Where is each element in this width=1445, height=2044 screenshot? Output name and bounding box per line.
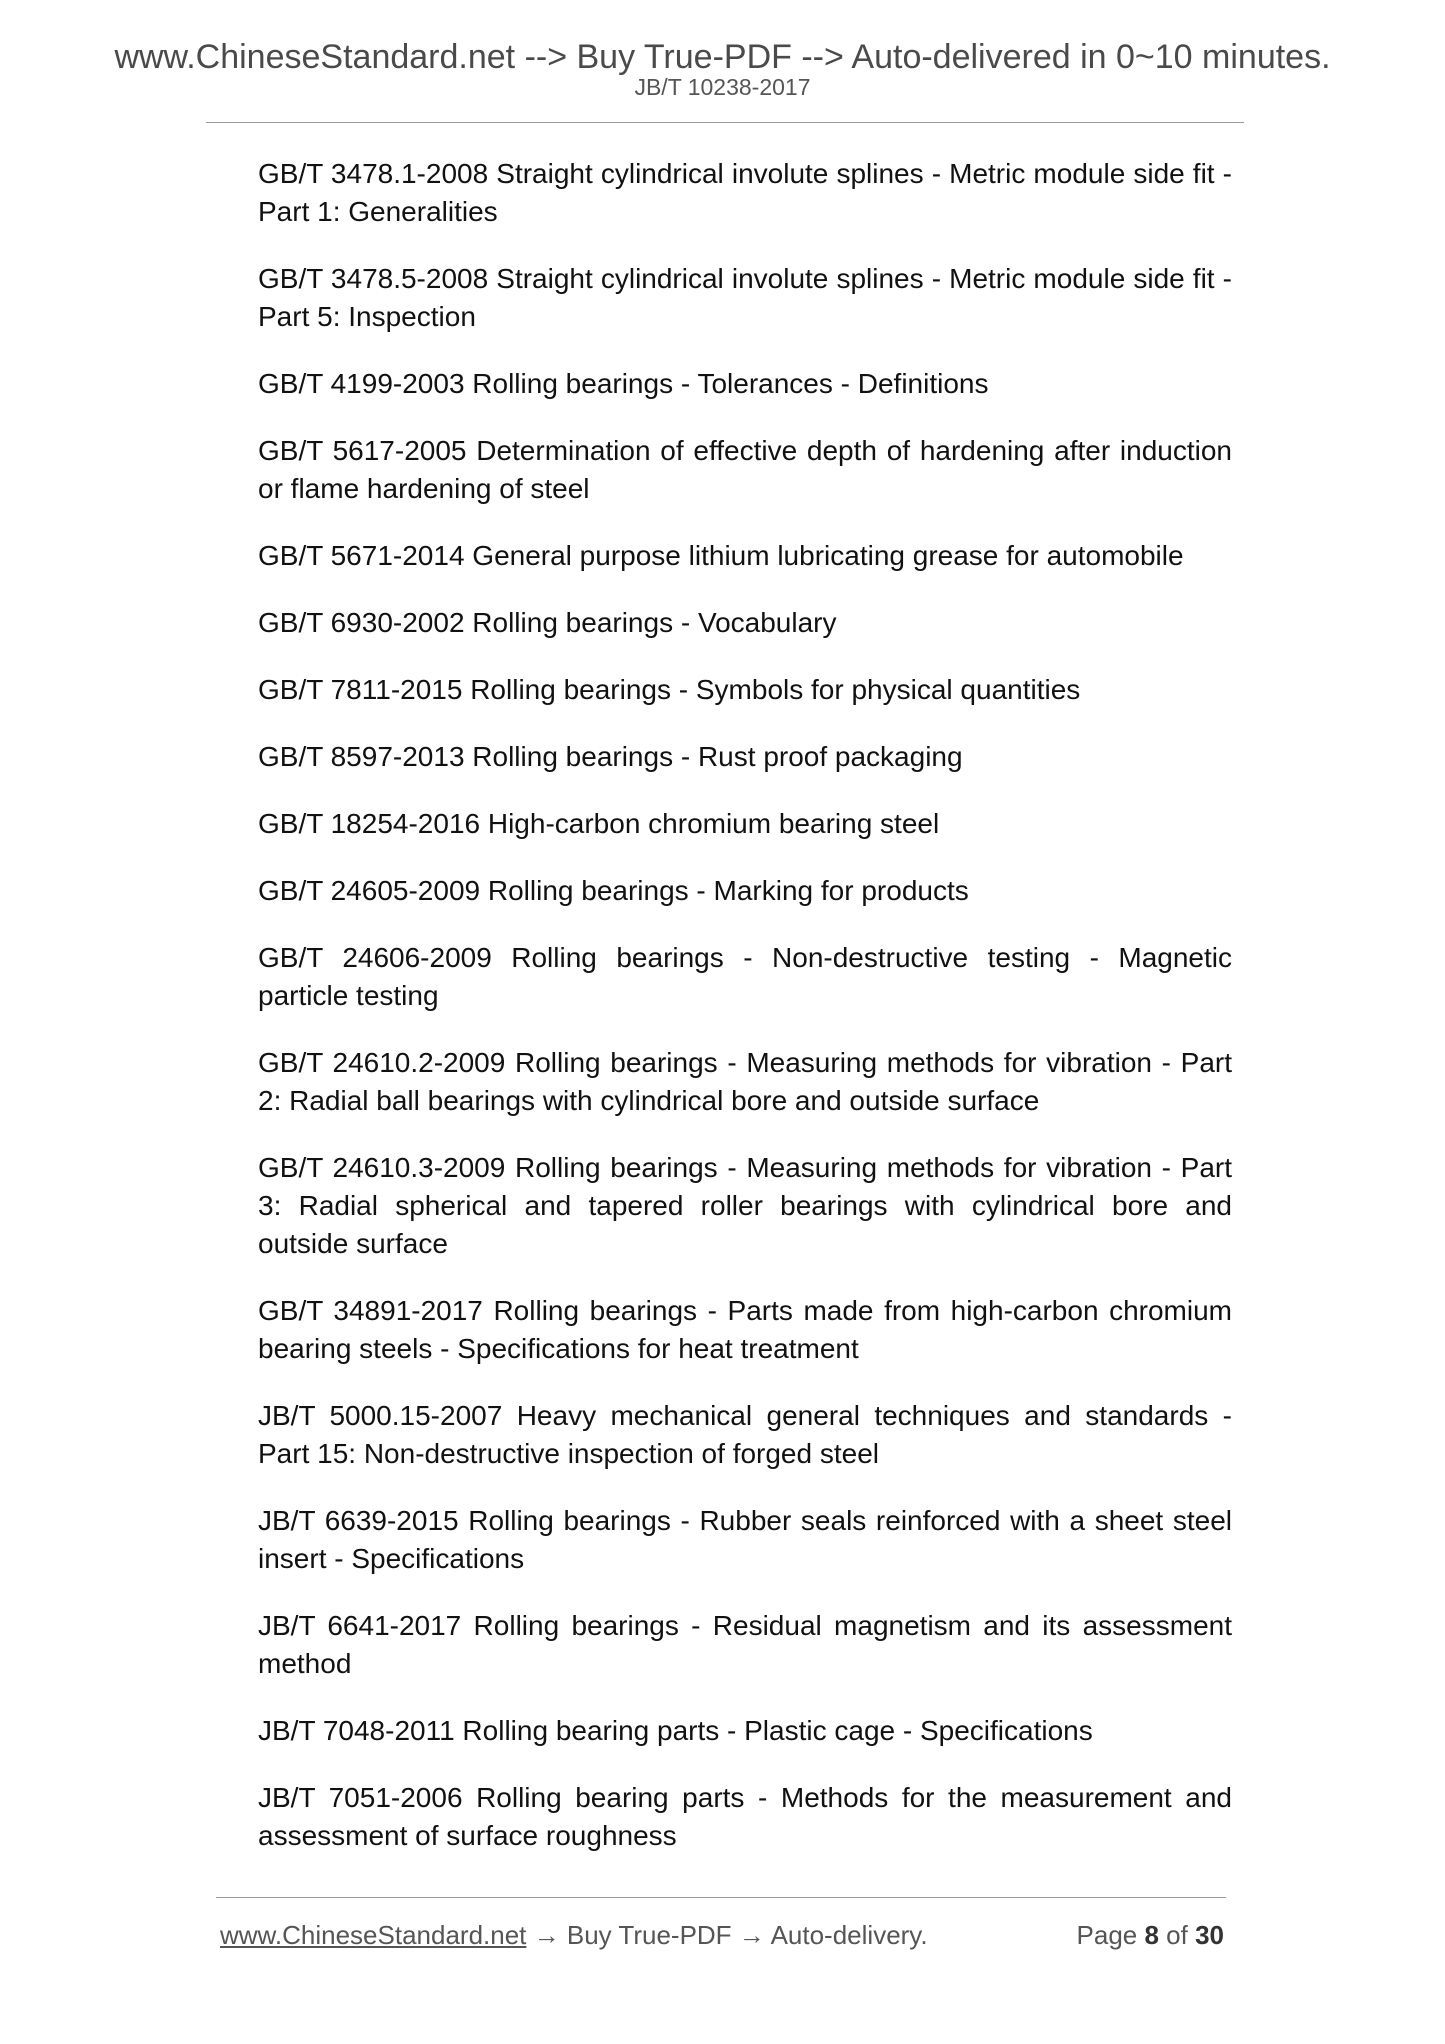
reference-item: GB/T 8597-2013 Rolling bearings - Rust proof packaging [258,741,963,772]
reference-item: GB/T 3478.1-2008 Straight cylindrical involute splines - Metric module side fit - Part 1: Generalities [258,158,1232,227]
reference-item: JB/T 5000.15-2007 Heavy mechanical general techniques and standards - Part 15: Non-destructive inspection of forged steel [258,1400,1232,1469]
reference-item: GB/T 34891-2017 Rolling bearings - Parts made from high-carbon chromium bearing steels - Specifications for heat treatment [258,1295,1232,1364]
normative-references-list [258,155,1232,1884]
reference-item: GB/T 24605-2009 Rolling bearings - Marking for products [258,875,969,906]
total-pages-number: 30 [1195,1920,1224,1950]
document-code: JB/T 10238-2017 [634,74,811,100]
reference-item: JB/T 7048-2011 Rolling bearing parts - Plastic cage - Specifications [258,1715,1093,1746]
current-page-number: 8 [1144,1920,1159,1950]
reference-item: JB/T 6639-2015 Rolling bearings - Rubber seals reinforced with a sheet steel insert - Specifications [258,1505,1232,1574]
reference-item: GB/T 3478.5-2008 Straight cylindrical involute splines - Metric module side fit - Part 5: Inspection [258,263,1232,332]
reference-item: JB/T 6641-2017 Rolling bearings - Residual magnetism and its assessment method [258,1610,1232,1679]
reference-item: GB/T 5617-2005 Determination of effective depth of hardening after induction or flame hardening of steel [258,435,1232,504]
footer-divider [216,1897,1226,1898]
site-banner: www.ChineseStandard.net --> Buy True-PDF --> Auto-delivered in 0~10 minutes. [114,38,1331,76]
footer-promo [220,1919,928,1951]
reference-item: GB/T 24606-2009 Rolling bearings - Non-destructive testing - Magnetic particle testing [258,942,1232,1011]
reference-item: GB/T 24610.3-2009 Rolling bearings - Measuring methods for vibration - Part 3: Radial spherical and tapered roller bearings with cylindrical bore and outside surface [258,1152,1232,1259]
reference-item: JB/T 7051-2006 Rolling bearing parts - Methods for the measurement and assessment of surface roughness [258,1782,1232,1851]
of-label: of [1158,1920,1196,1950]
footer-delivery-text: → Buy True-PDF → Auto-delivery. [526,1920,928,1950]
reference-item: GB/T 4199-2003 Rolling bearings - Tolerances - Definitions [258,368,989,399]
reference-item: GB/T 7811-2015 Rolling bearings - Symbols for physical quantities [258,674,1081,705]
page-indicator [1077,1919,1224,1951]
reference-item: GB/T 18254-2016 High-carbon chromium bearing steel [258,808,940,839]
site-link[interactable]: www.ChineseStandard.net [220,1920,527,1950]
header-divider [206,122,1244,123]
reference-item: GB/T 6930-2002 Rolling bearings - Vocabulary [258,607,837,638]
reference-item: GB/T 5671-2014 General purpose lithium lubricating grease for automobile [258,540,1184,571]
page-label: Page [1076,1920,1145,1950]
reference-item: GB/T 24610.2-2009 Rolling bearings - Measuring methods for vibration - Part 2: Radial ball bearings with cylindrical bore and outside surface [258,1047,1232,1116]
